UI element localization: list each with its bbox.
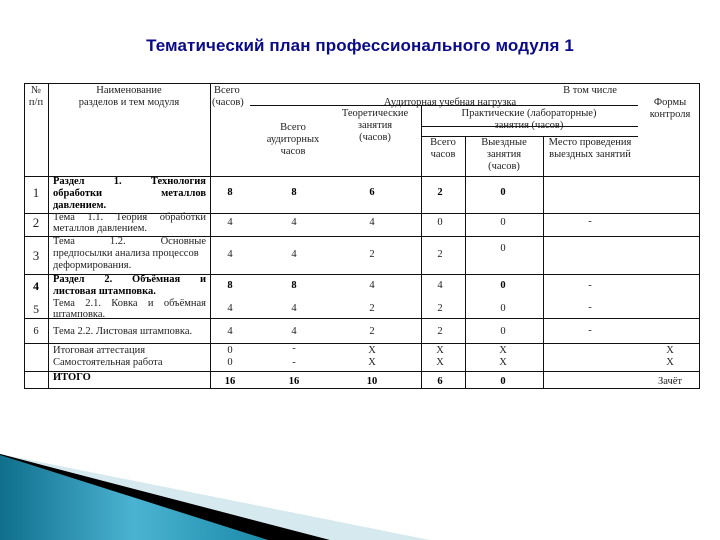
col-divider-pr-total: [465, 136, 466, 388]
hdr-aud-total-2: аудиторных: [266, 134, 320, 145]
cell-total: 4: [227, 326, 233, 337]
cell-pr-total: 2: [437, 303, 443, 314]
hdr-name-1: Наименование: [96, 85, 162, 96]
hdr-aud-load: Аудиторная учебная нагрузка: [383, 97, 517, 108]
cell-place: -: [588, 325, 592, 336]
hdr-pr-total-2: часов: [430, 149, 456, 160]
hdr-aud-total-3: часов: [280, 146, 306, 157]
hdr-theory-3: (часов): [359, 132, 391, 143]
cell-theory: 2: [369, 326, 375, 337]
cell-total: 0: [227, 345, 233, 356]
row-num: 3: [32, 248, 40, 263]
cell-pr-total: 2: [437, 326, 443, 337]
hdr-forms-2: контроля: [649, 109, 691, 120]
cell-pr-total: 2: [437, 187, 443, 198]
row-name-line: ИТОГО: [53, 372, 91, 383]
row-num: 4: [33, 279, 39, 293]
row-name-line: Тема 1.1. Теория обработки: [53, 212, 206, 223]
cell-theory: 6: [369, 187, 375, 198]
cell-theory: X: [368, 345, 376, 356]
cell-field: 0: [500, 326, 506, 337]
hdr-field-1: Выездные: [481, 137, 527, 148]
hdr-total-2: (часов): [212, 97, 244, 108]
cell-aud: 8: [291, 187, 297, 198]
row-line: [25, 318, 700, 319]
cell-place: -: [588, 302, 592, 313]
row-name-line: листовая штамповка.: [53, 286, 156, 297]
row-name-line: Тема 2.1. Ковка и объёмная: [53, 298, 206, 309]
cell-total: 4: [227, 303, 233, 314]
cell-field: 0: [500, 376, 506, 387]
cell-pr-total: 2: [437, 249, 443, 260]
cell-field: 0: [500, 243, 506, 254]
cell-field: 0: [500, 187, 506, 198]
row-name-line: Итоговая аттестация: [53, 345, 146, 356]
cell-total: 4: [227, 217, 233, 228]
cell-field: 0: [500, 217, 506, 228]
row-name-line: металлов давлением.: [53, 223, 147, 234]
hdr-num-1: №: [30, 85, 42, 96]
cell-theory: 4: [369, 217, 375, 228]
row-line: [25, 371, 700, 372]
hdr-place-2: выездных занятий: [549, 149, 631, 160]
row-name-line: штамповка.: [53, 309, 106, 320]
cell-field: X: [499, 357, 507, 368]
row-name-line: Раздел 1. Технология: [53, 176, 206, 187]
cell-aud: 4: [291, 249, 297, 260]
row-name-line: Тема 2.2. Листовая штамповка.: [53, 326, 193, 337]
cell-aud: 4: [291, 326, 297, 337]
cell-pr-total: X: [436, 357, 444, 368]
cell-theory: 2: [369, 303, 375, 314]
row-num: 1: [32, 185, 40, 200]
hdr-practical-1: Практические (лабораторные): [461, 108, 597, 119]
row-line: [25, 343, 700, 344]
hdr-num-2: п/п: [28, 97, 44, 108]
cell-total: 8: [227, 187, 233, 198]
cell-pr-total: 4: [437, 280, 443, 291]
cell-control: X: [666, 357, 674, 368]
cell-total: 0: [227, 357, 233, 368]
cell-field: X: [499, 345, 507, 356]
cell-place: -: [588, 280, 592, 291]
hdr-practical-2: занятия (часов): [494, 120, 564, 131]
cell-theory: 10: [366, 376, 378, 387]
cell-pr-total: X: [436, 345, 444, 356]
row-name-line: обработки металлов: [53, 188, 206, 199]
cell-control: Зачёт: [657, 376, 683, 387]
row-num: 5: [33, 302, 39, 316]
hdr-pr-total-1: Всего: [430, 137, 456, 148]
hdr-place-1: Место проведения: [548, 137, 632, 148]
hdr-aud-total-1: Всего: [280, 122, 306, 133]
row-num: 6: [33, 326, 39, 337]
cell-aud: -: [292, 357, 296, 368]
cell-pr-total: 0: [437, 217, 443, 228]
cell-field: 0: [500, 280, 506, 291]
cell-aud: 8: [291, 280, 297, 291]
row-name-line: Самостоятельная работа: [53, 357, 163, 368]
hdr-forms-1: Формы: [653, 97, 687, 108]
hdr-total-1: Всего: [214, 85, 240, 96]
cell-theory: 4: [369, 280, 375, 291]
cell-total: 16: [224, 376, 236, 387]
hdr-name-2: разделов и тем модуля: [78, 97, 180, 108]
cell-theory: X: [368, 357, 376, 368]
cell-total: 8: [227, 280, 233, 291]
hdr-theory-1: Теоретические: [341, 108, 409, 119]
cell-control: X: [666, 345, 674, 356]
cell-theory: 2: [369, 249, 375, 260]
decorative-swoosh-icon: [0, 440, 720, 540]
cell-pr-total: 6: [437, 376, 443, 387]
cell-aud: -: [292, 343, 296, 354]
cell-field: 0: [500, 303, 506, 314]
hdr-incl: В том числе: [563, 85, 617, 96]
cell-aud: 16: [288, 376, 300, 387]
cell-total: 4: [227, 249, 233, 260]
hdr-theory-2: занятия: [357, 120, 393, 131]
row-name-line: деформирования.: [53, 260, 132, 271]
row-name-line: предпосылки анализа процессов: [53, 248, 199, 259]
cell-place: -: [588, 216, 592, 227]
cell-aud: 4: [291, 303, 297, 314]
row-name-line: давлением.: [53, 200, 107, 211]
row-name-line: Тема 1.2. Основные: [53, 236, 206, 247]
hdr-field-3: (часов): [488, 161, 520, 172]
row-name-line: Раздел 2. Объёмная и: [53, 274, 206, 285]
row-num: 2: [32, 215, 40, 230]
cell-aud: 4: [291, 217, 297, 228]
hdr-field-2: занятия: [486, 149, 522, 160]
col-divider-field: [543, 136, 544, 388]
page-title: Тематический план профессионального модуля 1: [146, 36, 574, 55]
